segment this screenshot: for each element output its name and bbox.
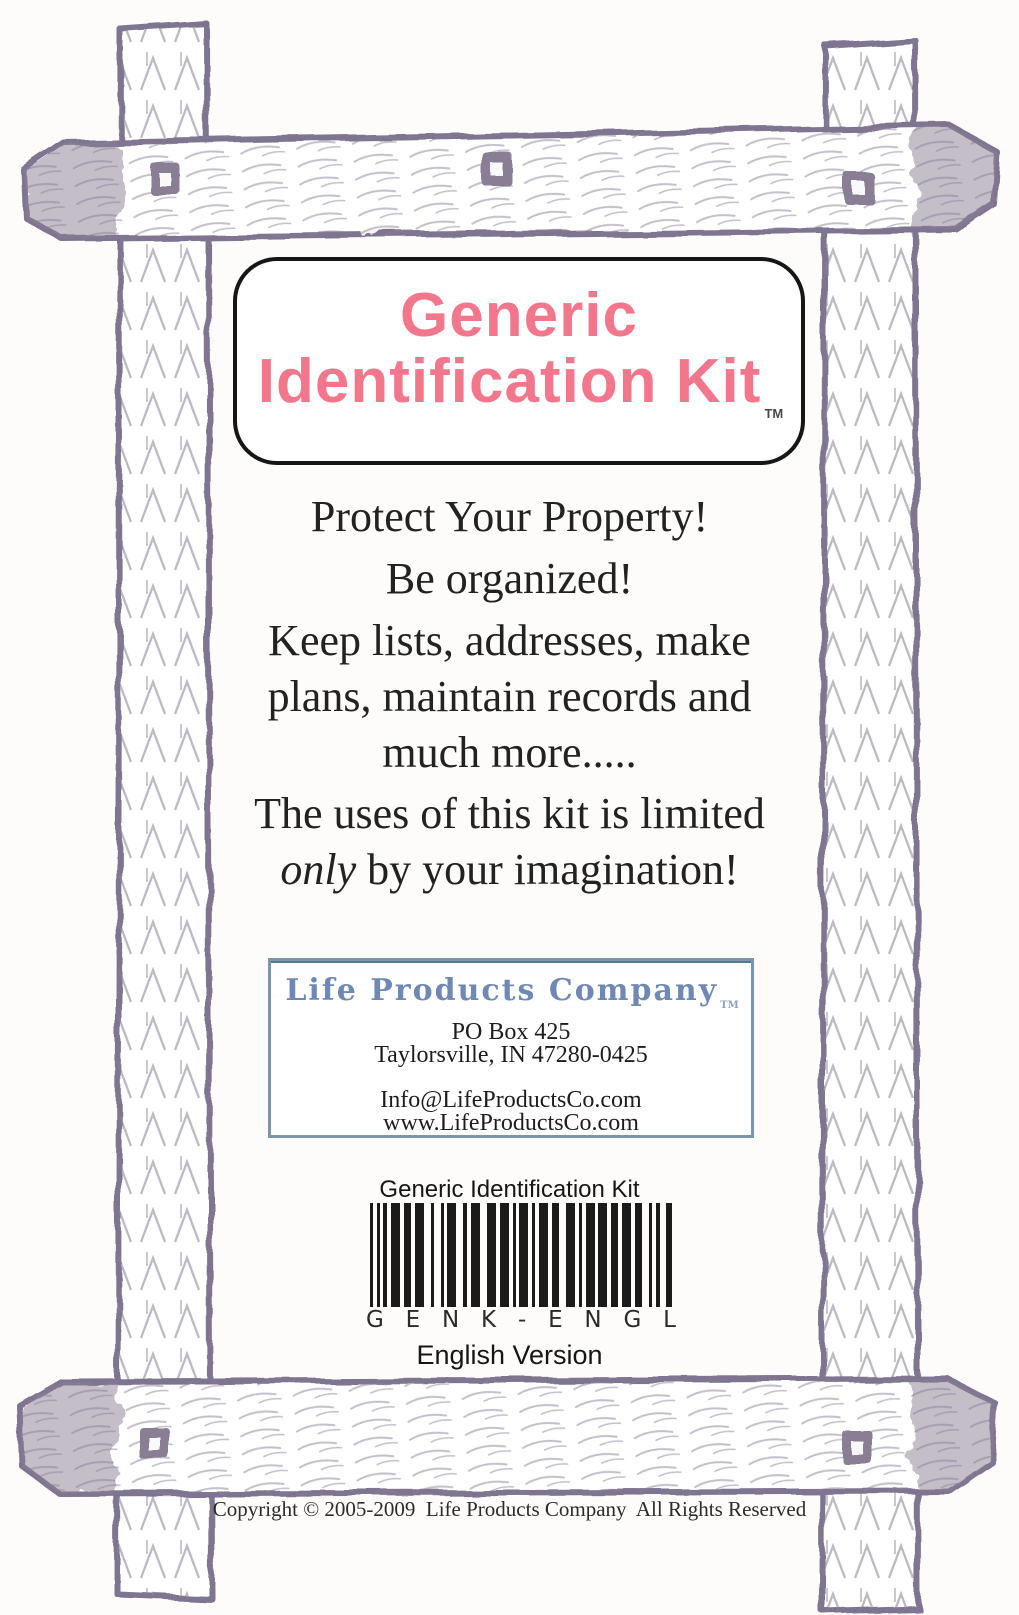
address-spacer — [271, 1067, 751, 1089]
marketing-copy — [0, 489, 1019, 898]
barcode-text — [366, 1307, 676, 1333]
tagline-uses-line1: The uses of this kit is limited — [254, 789, 765, 838]
tagline-organized: Be organized! — [385, 554, 634, 603]
barcode-char: E — [405, 1307, 421, 1333]
product-title-line1: Generic — [400, 281, 638, 350]
company-address-line1: PO Box 425 — [451, 1019, 571, 1045]
copyright-line: Copyright © 2005-2009 Life Products Company All Rights Reserved — [212, 1497, 807, 1521]
barcode-char: L — [663, 1307, 676, 1333]
tagline-uses-italic-word: only — [280, 845, 357, 894]
tagline-keep-line1: Keep lists, addresses, make — [268, 616, 751, 665]
company-name — [271, 975, 751, 1014]
title-card — [233, 257, 805, 465]
barcode-bars — [370, 1203, 672, 1307]
barcode-char: G — [623, 1307, 642, 1333]
company-name-text: Life Products Company — [285, 973, 719, 1008]
barcode-char: N — [442, 1307, 460, 1333]
barcode-char: N — [584, 1307, 602, 1333]
title-trademark-mark: TM — [764, 406, 784, 421]
company-info-box — [268, 958, 754, 1138]
product-title-line2 — [237, 349, 801, 431]
barcode-char: E — [548, 1307, 563, 1333]
company-email: Info@LifeProductsCo.com — [380, 1087, 642, 1113]
tagline-keep-line3: much more..... — [382, 728, 637, 777]
tagline-keep-line2: plans, maintain records and — [267, 672, 752, 721]
barcode-version-label: English Version — [416, 1340, 603, 1370]
company-address-line2: Taylorsville, IN 47280-0425 — [374, 1042, 648, 1068]
tagline-uses-rest: by your imagination! — [356, 845, 739, 894]
barcode-char: G — [366, 1307, 384, 1333]
barcode-label: Generic Identification Kit — [379, 1176, 640, 1203]
barcode-char: - — [517, 1307, 527, 1333]
barcode-char: K — [481, 1307, 497, 1333]
company-trademark-mark: TM — [720, 1000, 739, 1011]
company-website: www.LifeProductsCo.com — [383, 1110, 639, 1136]
product-title-line2-text: Identification Kit — [257, 347, 762, 416]
tagline-protect: Protect Your Property! — [310, 492, 709, 541]
tagline-uses-line2 — [0, 842, 1019, 898]
